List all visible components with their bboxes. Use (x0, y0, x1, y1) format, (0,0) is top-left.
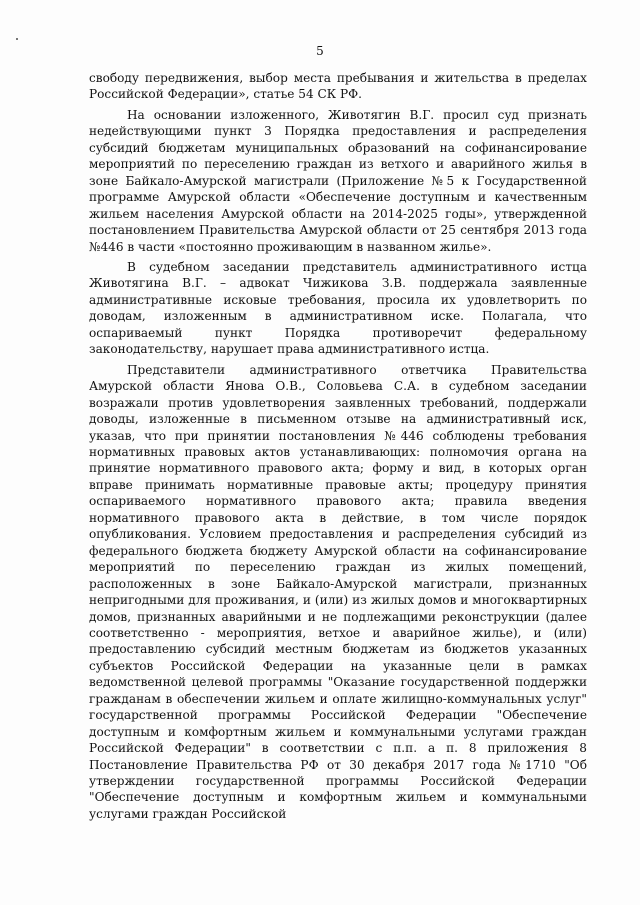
paragraph-plaintiff-representative: В судебном заседании представитель административного истца Животягина В.Г. – адвокат Чижикова З.В. поддержала заявленные административные исковые требования, просила их удовлетворить по доводам, изложенным в административном иске. Полагала, что оспариваемый пункт Порядка противоречит федеральному законодательству, нарушает права административного истца. (89, 259, 587, 357)
paragraph-defendant-representatives: Представители административного ответчика Правительства Амурской области Янова О.В., Соловьева С.А. в судебном заседании возражали против удовлетворения заявленных требований, поддержали доводы, изложенные в письменном отзыве на административный иск, указав, что при принятии постановления №446 соблюдены требования нормативных правовых актов устанавливающих: полномочия органа на принятие нормативного правового акта; форму и вид, в которых орган вправе принимать нормативные правовые акты; процедуру принятия оспариваемого нормативного правового акта; правила введения нормативного правового акта в действие, в том числе порядок опубликования. Условием предоставления и распределения субсидий из федерального бюджета бюджету Амурской области на софинансирование мероприятий по переселению граждан из жилых помещений, расположенных в зоне Байкало-Амурской магистрали, признанных непригодными для проживания, и (или) из жилых домов и многоквартирных домов, признанных аварийными и не подлежащими реконструкции (далее соответственно - мероприятия, ветхое и аварийное жилье), и (или) предоставлению субсидий местным бюджетам из бюджетов указанных субъектов Российской Федерации на указанные цели в рамках ведомственной целевой программы "Оказание государственной поддержки гражданам в обеспечении жильем и оплате жилищно-коммунальных услуг" государственной программы Российской Федерации "Обеспечение доступным и комфортным жильем и коммунальными услугами граждан Российской Федерации" в соответствии с п.п. а п. 8 приложения 8 Постановление Правительства РФ от 30 декабря 2017 года №1710 "Об утверждении государственной программы Российской Федерации "Обеспечение доступным и комфортным жильем и коммунальными услугами граждан Российской (89, 362, 587, 821)
document-body (89, 70, 587, 826)
page-number: 5 (316, 44, 324, 58)
paragraph-continuation: свободу передвижения, выбор места пребывания и жительства в пределах Российской Федерации», статье 54 СК РФ. (89, 71, 587, 102)
paragraph-claim: На основании изложенного, Животягин В.Г. просил суд признать недействующими пункт 3 Порядка предоставления и распределения субсидий бюджетам муниципальных образований на софинансирование мероприятий по переселению граждан из ветхого и аварийного жилья в зоне Байкало-Амурской магистрали (Приложение №5 к Государственной программе Амурской области «Обеспечение доступным и качественным жильем населения Амурской области на 2014-2025 годы», утвержденной постановлением Правительства Амурской области от 25 сентября 2013 года №446 в части «постоянно проживающим в названном жилье». (89, 107, 587, 254)
scan-mark (16, 38, 18, 40)
